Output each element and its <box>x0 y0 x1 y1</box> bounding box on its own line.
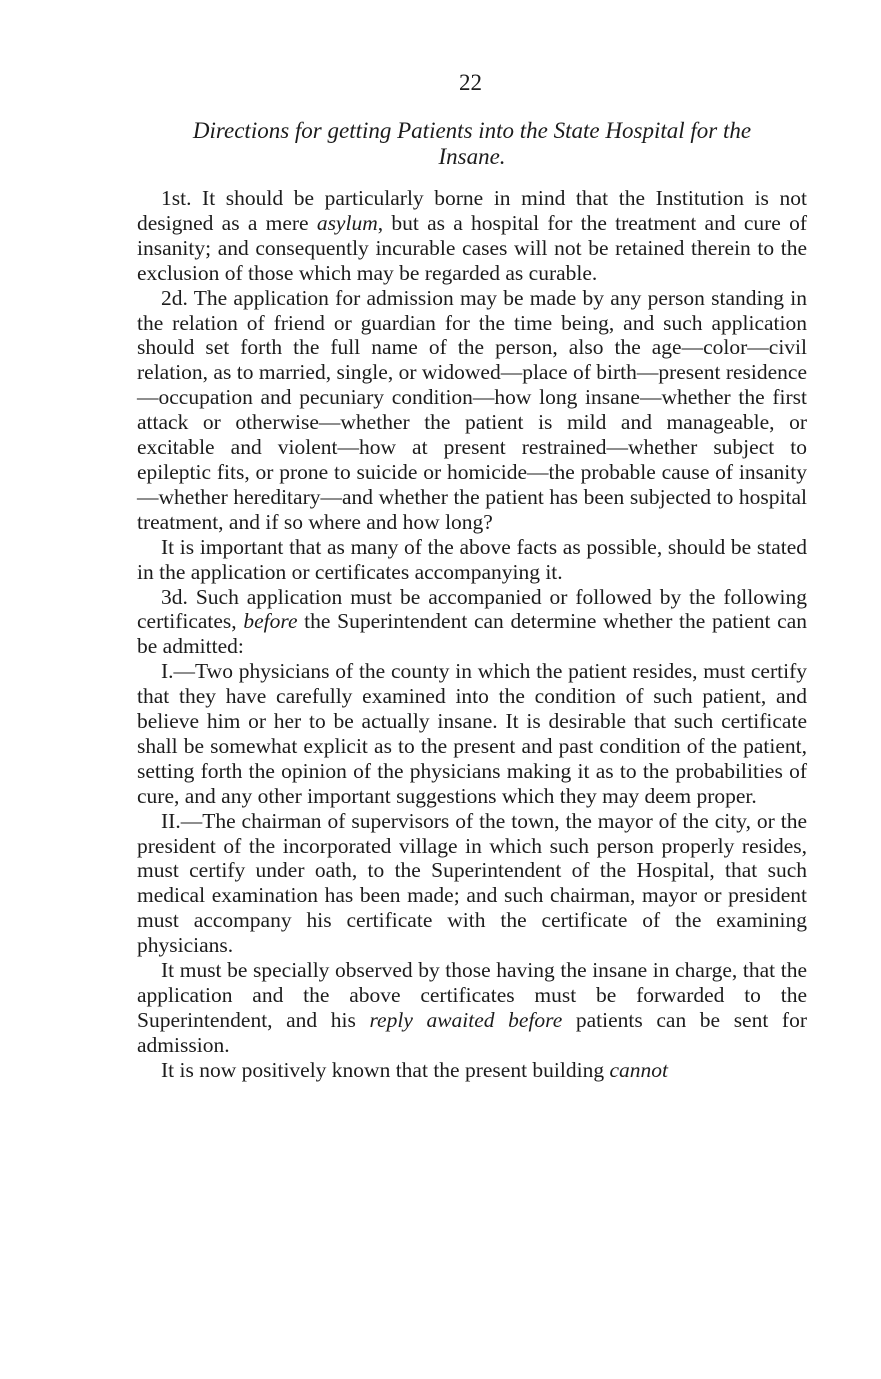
paragraph-text: 1st. It should be particularly borne in mind that the Institution is not designed as a mere <box>137 186 807 235</box>
page-title-line-1: Directions for getting Patients into the State Hospital for the <box>192 118 752 143</box>
paragraph-text: 3d. Such application must be accompanied or followed by the following certificates, <box>137 584 807 634</box>
paragraph-text: patients can be sent for admission. <box>137 1007 807 1057</box>
paragraph-third-direction <box>137 585 807 660</box>
emphasis-text: cannot <box>609 1057 668 1082</box>
paragraph-text: the Superintendent can determine whether the patient can be admitted: <box>137 609 808 659</box>
paragraph-observation <box>137 958 807 1058</box>
page-number: 22 <box>459 70 482 95</box>
paragraph-second-direction: 2d. The application for admission may be made by any person standing in the relation of friend or guardian for the time being, and such application should set forth the full name of the person, also the age—color—civil relation, as to married, single, or widowed—place of birth—present residence—occupation and pecuniary condition—how long insane—whether the first attack or otherwise—whether the patient is mild and manageable, or excitable and violent—how at present restrained—whether subject to epileptic fits, or prone to suicide or homicide—the probable cause of insanity—whether hereditary—and whether the patient has been subjected to hospital treatment, and if so where and how long? <box>137 285 807 534</box>
page-title-line-2: Insane. <box>438 144 506 169</box>
body-text <box>137 186 807 1083</box>
emphasis-text: reply awaited before <box>369 1007 563 1032</box>
paragraph-present-building <box>137 1058 807 1083</box>
emphasis-text: before <box>243 609 298 634</box>
paragraph-certificate-one: I.—Two physicians of the county in which the patient resides, must certify that they have carefully examined into the condition of such patient, and believe him or her to be actually insane. It is desirable that such certificate shall be somewhat explicit as to the present and past condition of the patient, setting forth the opinion of the physicians making it as to the probabilities of cure, and any other important suggestions which they may deem proper. <box>137 659 807 808</box>
paragraph-certificate-two: II.—The chairman of supervisors of the town, the mayor of the city, or the president of the incorporated village in which such person properly resides, must certify under oath, to the Superintendent of the Hospital, that such medical examination has been made; and such chairman, mayor or president must accompany his certificate with the certificate of the examining physicians. <box>137 808 807 958</box>
paragraph-text: It is now positively known that the present building <box>161 1057 610 1082</box>
paragraph-text: It must be specially observed by those having the insane in charge, that the application and the above certificates must be forwarded to the Superintendent, and his <box>137 958 807 1032</box>
paragraph-first-direction <box>137 186 807 286</box>
paragraph-text: , but as a hospital for the treatment and cure of insanity; and consequently incurable cases will not be retained therein to the exclusion of those which may be regarded as curable. <box>137 210 807 285</box>
paragraph-important-facts: It is important that as many of the above facts as possible, should be stated in the application or certificates accompanying it. <box>137 534 807 584</box>
emphasis-text: asylum <box>316 210 378 235</box>
page-title <box>136 118 808 170</box>
